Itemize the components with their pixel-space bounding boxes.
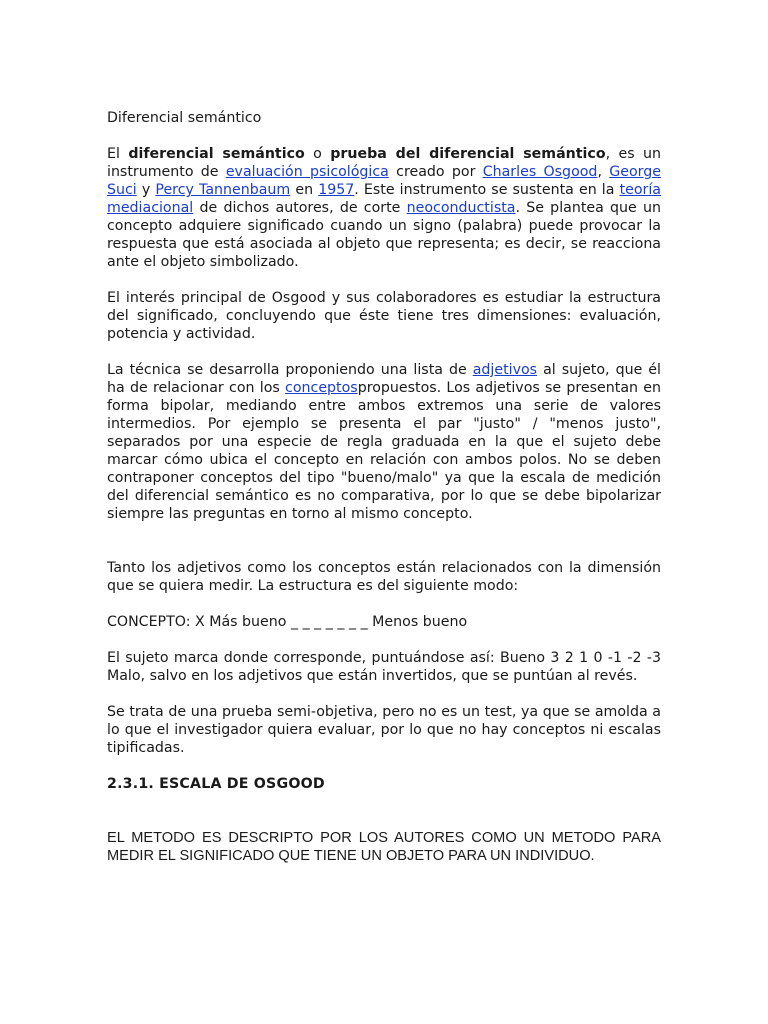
text-run: creado por xyxy=(388,164,483,180)
link-neoconductista[interactable]: neoconductista xyxy=(406,200,516,216)
paragraph-concept-example: CONCEPTO: X Más bueno _ _ _ _ _ _ _ Menos bueno xyxy=(107,614,468,630)
bold-term: prueba del diferencial semántico xyxy=(330,146,606,162)
text-run: y xyxy=(136,182,156,198)
paragraph-structure: Tanto los adjetivos como los conceptos están relacionados con la dimensión que se quiera medir. La estructura es del siguiente modo: xyxy=(107,560,661,594)
link-1957[interactable]: 1957 xyxy=(318,182,355,198)
paragraph-technique xyxy=(107,361,661,523)
text-run: propuestos. Los adjetivos se presentan en forma bipolar, mediando entre ambos extremos una serie de valores intermedios. Por ejemplo se presenta el par "justo" / "menos justo", separados por una especie de regla graduada en la que el sujeto debe marcar cómo ubica el concepto en relación con ambos polos. No se deben contraponer conceptos del tipo "bueno/malo" ya que la escala de medición del diferencial semántico es no comparativa, por lo que se debe bipolarizar siempre las preguntas en torno al mismo concepto. xyxy=(107,380,661,522)
paragraph-semi-objective: Se trata de una prueba semi-objetiva, pero no es un test, ya que se amolda a lo que el investigador quiera evaluar, por lo que no hay conceptos ni escalas tipificadas. xyxy=(107,704,661,756)
link-percy-tannenbaum[interactable]: Percy Tannenbaum xyxy=(155,182,291,198)
link-adjetivos[interactable]: adjetivos xyxy=(472,362,538,378)
text-run: al sujeto, que él ha de relacionar con los xyxy=(107,362,661,396)
spacer xyxy=(107,541,661,559)
link-teoria-mediacional[interactable]: teoría mediacional xyxy=(107,182,662,216)
document-page xyxy=(107,108,661,883)
paragraph-definition xyxy=(107,145,661,271)
link-conceptos[interactable]: conceptos xyxy=(285,380,358,396)
section-title: 2.3.1. ESCALA DE OSGOOD xyxy=(107,776,325,792)
text-run: . Se plantea que un concepto adquiere significado cuando un signo (palabra) puede provocar la respuesta que está asociada al objeto que representa; es decir, se reacciona ante el objeto simbolizado. xyxy=(107,200,661,270)
link-evaluacion-psicologica[interactable]: evaluación psicológica xyxy=(225,164,389,180)
text-run: . Este instrumento se sustenta en la xyxy=(354,182,620,198)
text-run: La técnica se desarrolla proponiendo una lista de xyxy=(107,362,473,378)
link-george-suci[interactable]: George Suci xyxy=(107,164,661,198)
text-run: El xyxy=(107,146,129,162)
bold-term: diferencial semántico xyxy=(128,146,305,162)
text-run: de dichos autores, de corte xyxy=(193,200,407,216)
paragraph-scoring: El sujeto marca donde corresponde, puntuándose así: Bueno 3 2 1 0 -1 -2 -3 Malo, salvo en los adjetivos que están invertidos, que se puntúan al revés. xyxy=(107,650,661,684)
page-title: Diferencial semántico xyxy=(107,110,262,126)
paragraph-interest: El interés principal de Osgood y sus colaboradores es estudiar la estructura del significado, concluyendo que éste tiene tres dimensiones: evaluación, potencia y actividad. xyxy=(107,290,661,342)
paragraph-method: EL METODO ES DESCRIPTO POR LOS AUTORES COMO UN METODO PARA MEDIR EL SIGNIFICADO QUE TIENE UN OBJETO PARA UN INDIVIDUO. xyxy=(107,830,661,864)
text-run: , xyxy=(597,164,610,180)
link-charles-osgood[interactable]: Charles Osgood xyxy=(482,164,598,180)
text-run: , es un instrumento de xyxy=(107,146,661,180)
text-run: en xyxy=(290,182,319,198)
text-run: o xyxy=(304,146,331,162)
